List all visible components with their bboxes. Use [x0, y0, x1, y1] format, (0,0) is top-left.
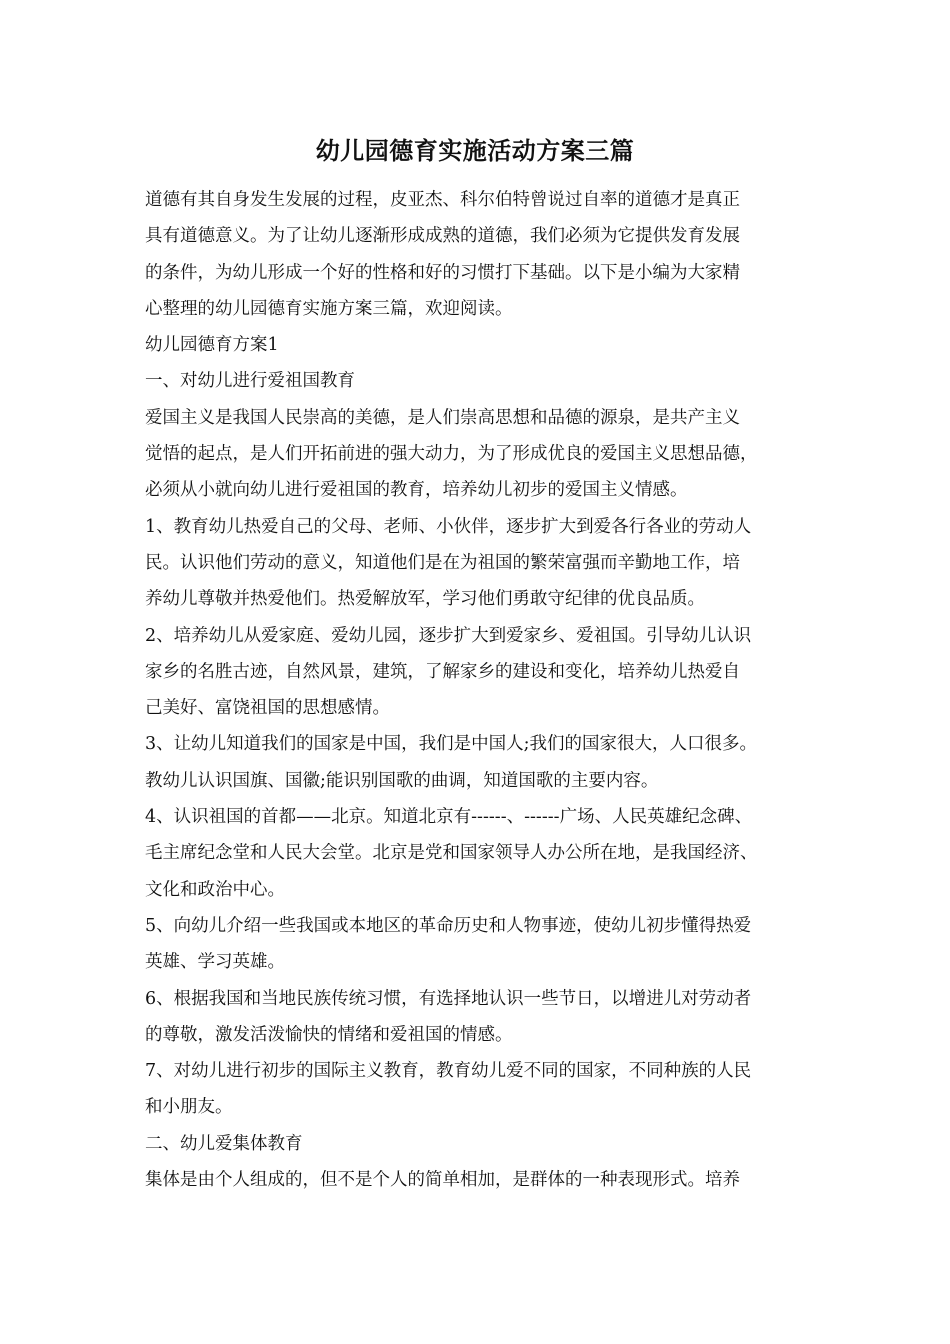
body-line: 毛主席纪念堂和人民大会堂。北京是党和国家领导人办公所在地，是我国经济、	[145, 843, 758, 864]
body-line: 7、对幼儿进行初步的国际主义教育，教育幼儿爱不同的国家，不同种族的人民	[145, 1061, 752, 1082]
body-line: 和小朋友。	[145, 1097, 233, 1118]
body-line: 道德有其自身发生发展的过程，皮亚杰、科尔伯特曾说过自率的道德才是真正	[145, 190, 740, 210]
body-line: 3、让幼儿知道我们的国家是中国，我们是中国人;我们的国家很大，人口很多。	[145, 734, 758, 755]
body-line: 文化和政治中心。	[145, 879, 285, 900]
section-heading: 二、幼儿爱集体教育	[145, 1133, 303, 1154]
section-heading: 一、对幼儿进行爱祖国教育	[145, 371, 355, 392]
body-line: 教幼儿认识国旗、国徽;能识别国歌的曲调，知道国歌的主要内容。	[145, 770, 659, 791]
body-line: 的条件，为幼儿形成一个好的性格和好的习惯打下基础。以下是小编为大家精	[145, 262, 740, 283]
body-line: 1、教育幼儿热爱自己的父母、老师、小伙伴，逐步扩大到爱各行各业的劳动人	[145, 516, 752, 537]
document-title: 幼儿园德育实施活动方案三篇	[315, 136, 635, 165]
body-line: 集体是由个人组成的，但不是个人的简单相加，是群体的一种表现形式。培养	[145, 1170, 740, 1191]
body-line: 6、根据我国和当地民族传统习惯，有选择地认识一些节日，以增进儿对劳动者	[145, 988, 752, 1009]
body-line: 民。认识他们劳动的意义，知道他们是在为祖国的繁荣富强而辛勤地工作，培	[145, 552, 740, 573]
body-line: 4、认识祖国的首都——北京。知道北京有------、------广场、人民英雄纪念碑、	[145, 807, 753, 828]
body-line: 英雄、学习英雄。	[145, 952, 285, 973]
body-line: 2、培养幼儿从爱家庭、爱幼儿园，逐步扩大到爱家乡、爱祖国。引导幼儿认识	[145, 625, 752, 646]
body-line: 必须从小就向幼儿进行爱祖国的教育，培养幼儿初步的爱国主义情感。	[145, 480, 688, 501]
document-body	[145, 182, 825, 1198]
body-line: 己美好、富饶祖国的思想感情。	[145, 698, 390, 719]
body-line: 心整理的幼儿园德育实施方案三篇，欢迎阅读。	[145, 298, 513, 319]
body-line: 具有道德意义。为了让幼儿逐渐形成成熟的道德，我们必须为它提供发育发展	[145, 226, 740, 247]
body-line: 5、向幼儿介绍一些我国或本地区的革命历史和人物事迹，使幼儿初步懂得热爱	[145, 915, 752, 936]
section-heading: 幼儿园德育方案1	[145, 335, 279, 356]
body-line: 爱国主义是我国人民崇高的美德，是人们崇高思想和品德的源泉，是共产主义	[145, 407, 740, 428]
body-line: 觉悟的起点，是人们开拓前进的强大动力，为了形成优良的爱国主义思想品德，	[145, 444, 758, 465]
body-line: 的尊敬，激发活泼愉快的情绪和爱祖国的情感。	[145, 1024, 513, 1045]
body-line: 家乡的名胜古迹，自然风景，建筑，了解家乡的建设和变化，培养幼儿热爱自	[145, 661, 740, 682]
body-line: 养幼儿尊敬并热爱他们。热爱解放军，学习他们勇敢守纪律的优良品质。	[145, 589, 705, 610]
